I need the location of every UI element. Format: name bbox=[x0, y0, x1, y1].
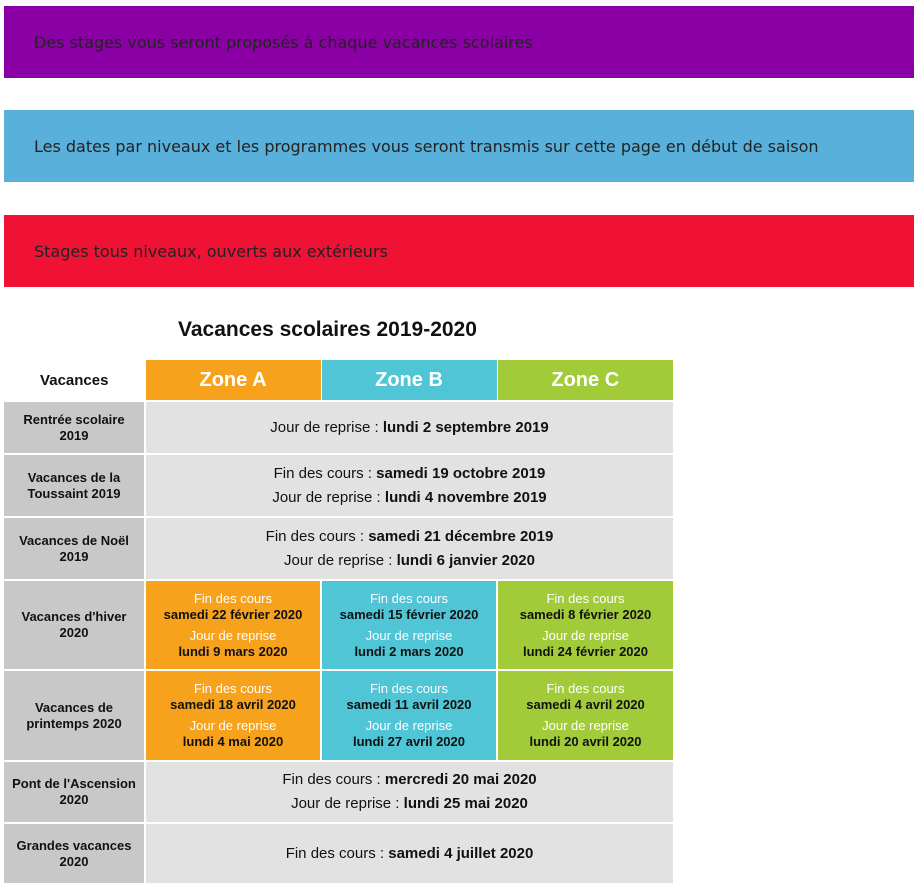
banner-text: Stages tous niveaux, ouverts aux extérieurs bbox=[34, 241, 388, 261]
banner-stages bbox=[4, 6, 914, 78]
table-row-toussaint bbox=[4, 454, 673, 517]
zone-a-cell: Fin des cours samedi 22 février 2020 Jour de reprise lundi 9 mars 2020 bbox=[145, 580, 321, 670]
header-zone-a: Zone A bbox=[145, 360, 321, 401]
calendar-title: Vacances scolaires 2019-2020 bbox=[178, 318, 477, 341]
all-zones-cell: Fin des cours : samedi 4 juillet 2020 bbox=[145, 823, 673, 883]
banner-text: Des stages vous seront proposés à chaque vacances scolaires bbox=[34, 32, 533, 52]
table-row-noel bbox=[4, 517, 673, 580]
all-zones-cell: Fin des cours : mercredi 20 mai 2020 Jour de reprise : lundi 25 mai 2020 bbox=[145, 761, 673, 823]
header-row bbox=[4, 360, 673, 401]
row-label: Vacances d'hiver 2020 bbox=[4, 580, 145, 670]
zone-b-cell: Fin des cours samedi 15 février 2020 Jour de reprise lundi 2 mars 2020 bbox=[321, 580, 497, 670]
row-label: Vacances de la Toussaint 2019 bbox=[4, 454, 145, 517]
banner-text: Les dates par niveaux et les programmes vous seront transmis sur cette page en début de saison bbox=[34, 136, 819, 156]
zone-a-cell: Fin des cours samedi 18 avril 2020 Jour de reprise lundi 4 mai 2020 bbox=[145, 670, 321, 761]
row-label: Grandes vacances 2020 bbox=[4, 823, 145, 883]
row-label: Vacances de Noël 2019 bbox=[4, 517, 145, 580]
table-row-hiver bbox=[4, 580, 673, 670]
row-label: Rentrée scolaire 2019 bbox=[4, 401, 145, 454]
banner-dates bbox=[4, 110, 914, 182]
all-zones-cell: Jour de reprise : lundi 2 septembre 2019 bbox=[145, 401, 673, 454]
table-row-rentree bbox=[4, 401, 673, 454]
school-holidays-table bbox=[4, 360, 673, 883]
zone-c-cell: Fin des cours samedi 4 avril 2020 Jour de reprise lundi 20 avril 2020 bbox=[497, 670, 673, 761]
table-row-printemps bbox=[4, 670, 673, 761]
row-label: Vacances de printemps 2020 bbox=[4, 670, 145, 761]
table-row-ascension bbox=[4, 761, 673, 823]
row-label: Pont de l'Ascension 2020 bbox=[4, 761, 145, 823]
all-zones-cell: Fin des cours : samedi 21 décembre 2019 Jour de reprise : lundi 6 janvier 2020 bbox=[145, 517, 673, 580]
header-vacances: Vacances bbox=[4, 360, 145, 401]
zone-b-cell: Fin des cours samedi 11 avril 2020 Jour de reprise lundi 27 avril 2020 bbox=[321, 670, 497, 761]
table-row-grandes bbox=[4, 823, 673, 883]
all-zones-cell: Fin des cours : samedi 19 octobre 2019 Jour de reprise : lundi 4 novembre 2019 bbox=[145, 454, 673, 517]
header-zone-c: Zone C bbox=[497, 360, 673, 401]
header-zone-b: Zone B bbox=[321, 360, 497, 401]
banner-niveaux bbox=[4, 215, 914, 287]
zone-c-cell: Fin des cours samedi 8 février 2020 Jour de reprise lundi 24 février 2020 bbox=[497, 580, 673, 670]
